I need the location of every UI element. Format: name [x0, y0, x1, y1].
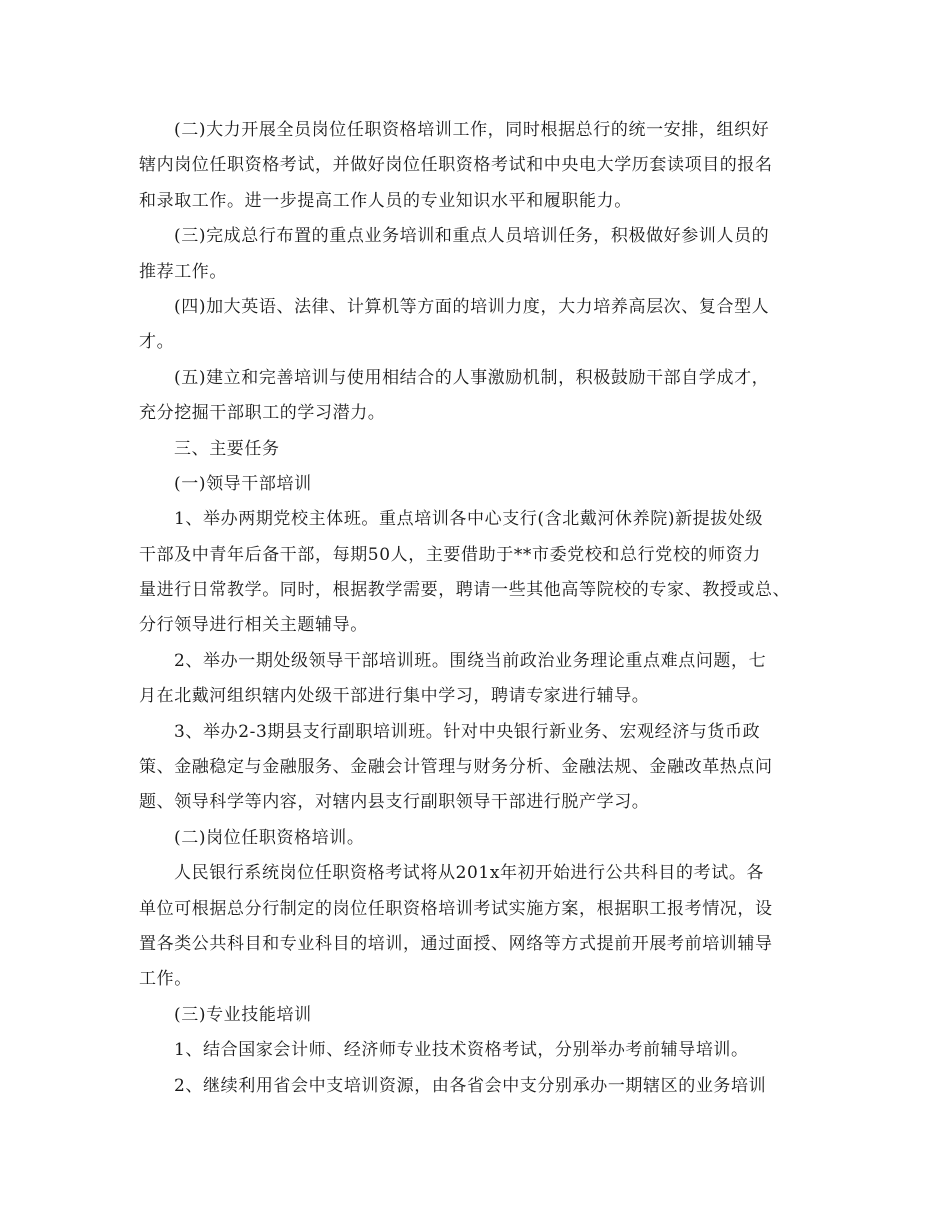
paragraph-line: 量进行日常教学。同时，根据教学需要，聘请一些其他高等院校的专家、教授或总、 [139, 580, 791, 601]
paragraph-line: 干部及中青年后备干部，每期50人，主要借助于**市委党校和总行党校的师资力 [139, 544, 761, 565]
paragraph-line: 题、领导科学等内容，对辖内县支行副职领导干部进行脱产学习。 [139, 792, 650, 813]
document-body [139, 113, 829, 1104]
paragraph-line: 推荐工作。 [139, 261, 227, 282]
paragraph-line: 1、举办两期党校主体班。重点培训各中心支行(含北戴河休养院)新提拔处级 [174, 509, 764, 530]
paragraph-line: 2、继续利用省会中支培训资源，由各省会中支分别承办一期辖区的业务培训 [174, 1075, 767, 1096]
paragraph-line: 3、举办2-3期县支行副职培训班。针对中央银行新业务、宏观经济与货币政 [174, 721, 761, 742]
paragraph-line: 和录取工作。进一步提高工作人员的专业知识水平和履职能力。 [139, 190, 632, 211]
paragraph-line: 策、金融稳定与金融服务、金融会计管理与财务分析、金融法规、金融改革热点问 [139, 757, 773, 778]
paragraph-line: 充分挖掘干部职工的学习潜力。 [139, 403, 386, 424]
paragraph-line: 1、结合国家会计师、经济师专业技术资格考试，分别举办考前辅导培训。 [174, 1040, 749, 1061]
paragraph-line: 2、举办一期处级领导干部培训班。围绕当前政治业务理论重点难点问题，七 [174, 650, 767, 671]
paragraph-line: 月在北戴河组织辖内处级干部进行集中学习，聘请专家进行辅导。 [139, 686, 650, 707]
paragraph-line: 置各类公共科目和专业科目的培训，通过面授、网络等方式提前开展考前培训辅导 [139, 933, 773, 954]
paragraph-line: 分行领导进行相关主题辅导。 [139, 615, 368, 636]
paragraph-line: 才。 [139, 332, 175, 353]
paragraph-line: 单位可根据总分行制定的岗位任职资格培训考试实施方案，根据职工报考情况，设 [139, 898, 773, 919]
paragraph-line: 辖内岗位任职资格考试，并做好岗位任职资格考试和中央电大学历套读项目的报名 [139, 155, 773, 176]
paragraph-line: (二)大力开展全员岗位任职资格培训工作，同时根据总行的统一安排，组织好 [174, 120, 770, 140]
paragraph-line: 工作。 [139, 969, 192, 990]
subsection-heading: (一)领导干部培训 [174, 473, 312, 494]
paragraph-line: (四)加大英语、法律、计算机等方面的培训力度，大力培养高层次、复合型人 [174, 296, 770, 317]
subsection-heading: (三)专业技能培训 [174, 1004, 312, 1025]
paragraph-line: 人民银行系统岗位任职资格考试将从201x年初开始进行公共科目的考试。各 [174, 863, 765, 884]
paragraph-line: (五)建立和完善培训与使用相结合的人事激励机制，积极鼓励干部自学成才， [174, 367, 770, 388]
paragraph-line: (三)完成总行布置的重点业务培训和重点人员培训任务，积极做好参训人员的 [174, 226, 770, 247]
section-heading: 三、主要任务 [174, 438, 280, 459]
subsection-heading: (二)岗位任职资格培训。 [174, 827, 365, 848]
